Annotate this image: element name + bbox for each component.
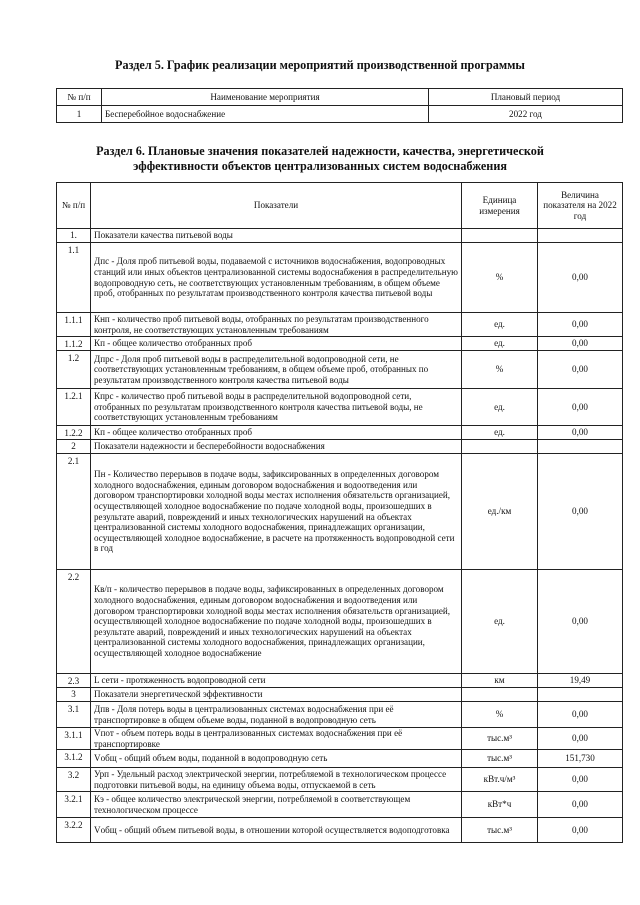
row-unit: кВт*ч — [462, 792, 538, 818]
row-unit: % — [462, 243, 538, 313]
row-value: 0,00 — [538, 351, 623, 389]
row-value — [538, 688, 623, 702]
row-num: 3.1.1 — [57, 728, 91, 750]
row-value: 0,00 — [538, 702, 623, 728]
row-num: 1.2.2 — [57, 426, 91, 440]
row-name: Бесперебойное водоснабжение — [102, 106, 429, 123]
header-value: Величина показателя на 2022 год — [538, 183, 623, 229]
row-value: 0,00 — [538, 728, 623, 750]
section-row — [57, 688, 623, 702]
row-value — [538, 440, 623, 454]
table-header-row — [57, 89, 623, 106]
table-row — [57, 106, 623, 123]
header-indicator: Показатели — [91, 183, 462, 229]
table-row — [57, 674, 623, 688]
row-num: 1.1.1 — [57, 313, 91, 337]
row-indicator: Дпв - Доля потерь воды в централизованных системах водоснабжения при её транспортировке в общем объеме воды, поданной в водопроводную сеть — [91, 702, 462, 728]
table-row — [57, 792, 623, 818]
row-unit: % — [462, 702, 538, 728]
row-unit: тыс.м³ — [462, 818, 538, 843]
row-indicator: Кв/п - количество перерывов в подаче воды, зафиксированных в определенных договором холодного водоснабжения, единым договором водоснабжения и водоотведения или договором транспортировки холодной воды местах исполнения обязательств организацией, осуществляющей холодное водоснабжение по подаче холодной воды, произошедших в результате аварий, повреждений и иных технологических нарушений на объектах централизованной системы холодного водоснабжения, принадлежащих организации, осуществляющей холодное водоснабжение — [91, 570, 462, 674]
row-indicator: Показатели надежности и бесперебойности водоснабжения — [91, 440, 462, 454]
row-unit: км — [462, 674, 538, 688]
row-indicator: Кпрс - количество проб питьевой воды в распределительной водопроводной сети, отобранных по результатам производственного контроля качества питьевой воды, не соответствующих установленным требованиям — [91, 389, 462, 426]
section6-title — [0, 144, 640, 174]
row-period: 2022 год — [429, 106, 623, 123]
row-value: 151,730 — [538, 750, 623, 768]
section-row — [57, 440, 623, 454]
row-unit: ед. — [462, 570, 538, 674]
row-unit: ед./км — [462, 454, 538, 570]
section5-title: Раздел 5. График реализации мероприятий производственной программы — [115, 58, 525, 72]
table-row — [57, 750, 623, 768]
row-unit — [462, 440, 538, 454]
section6-table — [56, 182, 623, 843]
row-indicator: Vпот - объем потерь воды в централизованных системах водоснабжения при её транспортировке — [91, 728, 462, 750]
row-num: 1.1.2 — [57, 337, 91, 351]
row-num: 3 — [57, 688, 91, 702]
table-row — [57, 768, 623, 792]
row-num: 3.2 — [57, 768, 91, 792]
row-num: 3.1 — [57, 702, 91, 728]
row-num: 1 — [57, 106, 102, 123]
row-num: 3.2.2 — [57, 818, 91, 843]
row-unit: кВт.ч/м³ — [462, 768, 538, 792]
row-indicator: Показатели энергетической эффективности — [91, 688, 462, 702]
row-value: 0,00 — [538, 426, 623, 440]
table-row — [57, 337, 623, 351]
table-row — [57, 389, 623, 426]
table-row — [57, 243, 623, 313]
row-indicator: Кп - общее количество отобранных проб — [91, 337, 462, 351]
row-indicator: Кнп - количество проб питьевой воды, отобранных по результатам производственного контроля, не соответствующих установленным требованиям — [91, 313, 462, 337]
row-value: 0,00 — [538, 337, 623, 351]
row-indicator: Пн - Количество перерывов в подаче воды, зафиксированных в определенных договором холодного водоснабжения, единым договором водоснабжения и водоотведения или договором транспортировки холодной воды местах исполнения обязательств организацией, осуществляющей холодное водоснабжение по подаче холодной воды, произошедших в результате аварий, повреждений и иных технологических нарушений на объектах централизованной системы холодного водоснабжения, принадлежащих организации, осуществляющей холодное водоснабжение, в расчете на протяженность водопроводной сети в год — [91, 454, 462, 570]
section-row — [57, 229, 623, 243]
table-row — [57, 313, 623, 337]
row-unit: ед. — [462, 426, 538, 440]
row-value: 0,00 — [538, 570, 623, 674]
header-unit: Единица измерения — [462, 183, 538, 229]
row-unit: ед. — [462, 313, 538, 337]
table-row — [57, 570, 623, 674]
row-unit — [462, 688, 538, 702]
row-indicator: Дпс - Доля проб питьевой воды, подаваемой с источников водоснабжения, водопроводных станций или иных объектов централизованной системы водоснабжения в распределительную водопроводную сеть, не соответствующих установленным требованиям, в общем объеме проб, отобранных по результатам производственного контроля качества питьевой воды — [91, 243, 462, 313]
row-value: 0,00 — [538, 389, 623, 426]
row-num: 2.1 — [57, 454, 91, 570]
row-indicator: Показатели качества питьевой воды — [91, 229, 462, 243]
row-indicator: Урп - Удельный расход электрической энергии, потребляемой в технологическом процессе подготовки питьевой воды, на единицу объема воды, отпускаемой в сеть — [91, 768, 462, 792]
row-num: 1.2.1 — [57, 389, 91, 426]
table-row — [57, 818, 623, 843]
row-unit — [462, 229, 538, 243]
header-period: Плановый период — [429, 89, 623, 106]
section6-title-line2: эффективности объектов централизованных систем водоснабжения — [133, 159, 507, 173]
row-value: 0,00 — [538, 454, 623, 570]
table-header-row — [57, 183, 623, 229]
row-value: 19,49 — [538, 674, 623, 688]
section5-table — [56, 88, 623, 123]
header-num: № п/п — [57, 183, 91, 229]
table-row — [57, 728, 623, 750]
row-num: 3.2.1 — [57, 792, 91, 818]
row-indicator: Vобщ - общий объем питьевой воды, в отношении которой осуществляется водоподготовка — [91, 818, 462, 843]
row-value: 0,00 — [538, 243, 623, 313]
row-indicator: Vобщ - общий объем воды, поданной в водопроводную сеть — [91, 750, 462, 768]
table-row — [57, 454, 623, 570]
row-indicator: L сети - протяженность водопроводной сети — [91, 674, 462, 688]
row-unit: % — [462, 351, 538, 389]
row-value — [538, 229, 623, 243]
row-unit: тыс.м³ — [462, 750, 538, 768]
row-num: 1.2 — [57, 351, 91, 389]
row-indicator: Кэ - общее количество электрической энергии, потребляемой в соответствующем технологическом процессе — [91, 792, 462, 818]
row-indicator: Кп - общее количество отобранных проб — [91, 426, 462, 440]
row-num: 1. — [57, 229, 91, 243]
row-indicator: Дпрс - Доля проб питьевой воды в распределительной водопроводной сети, не соответствующих установленным требованиям, в общем объеме проб, отобранных по результатам производственного контроля качества питьевой воды — [91, 351, 462, 389]
header-num: № п/п — [57, 89, 102, 106]
row-num: 2.3 — [57, 674, 91, 688]
section6-title-line1: Раздел 6. Плановые значения показателей надежности, качества, энергетической — [96, 144, 544, 158]
header-name: Наименование мероприятия — [102, 89, 429, 106]
row-value: 0,00 — [538, 818, 623, 843]
row-value: 0,00 — [538, 768, 623, 792]
table-row — [57, 426, 623, 440]
row-num: 1.1 — [57, 243, 91, 313]
table-row — [57, 702, 623, 728]
table-row — [57, 351, 623, 389]
row-value: 0,00 — [538, 792, 623, 818]
row-unit: ед. — [462, 389, 538, 426]
row-num: 2.2 — [57, 570, 91, 674]
row-num: 3.1.2 — [57, 750, 91, 768]
row-unit: ед. — [462, 337, 538, 351]
row-unit: тыс.м³ — [462, 728, 538, 750]
row-num: 2 — [57, 440, 91, 454]
row-value: 0,00 — [538, 313, 623, 337]
